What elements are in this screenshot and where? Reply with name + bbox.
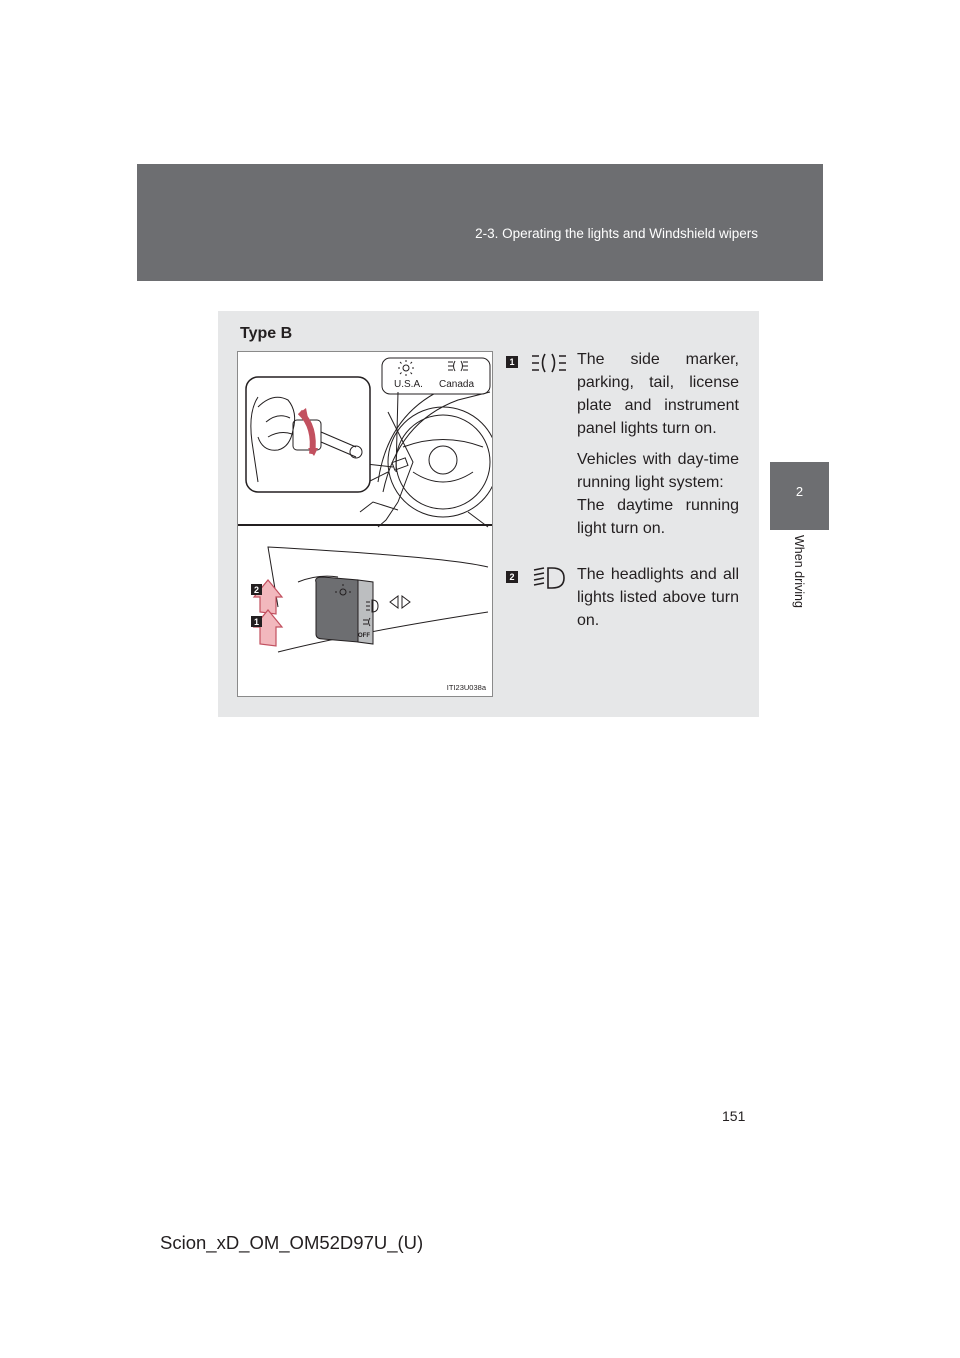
figure-code: ITI23U038a	[446, 683, 486, 692]
item-paragraph: The headlights and all lights listed above turn on.	[577, 566, 739, 629]
item-paragraph: The side marker, parking, tail, license plate and instrument panel lights turn on.	[577, 351, 739, 437]
item-badge: 2	[506, 571, 518, 583]
figure-badge-1: 1	[253, 617, 260, 627]
callout-usa-label: U.S.A.	[394, 379, 423, 390]
chapter-label-container	[790, 537, 810, 627]
light-switch-illustration	[238, 352, 493, 697]
tail-lights-icon	[530, 351, 570, 375]
chapter-tab	[770, 462, 829, 530]
header-band	[137, 164, 823, 281]
chapter-label: When driving	[792, 535, 806, 608]
document-id: Scion_xD_OM_OM52D97U_(U)	[160, 1232, 424, 1253]
light-switch-figure	[237, 351, 493, 697]
type-b-panel	[218, 311, 759, 717]
chapter-number: 2	[795, 484, 804, 499]
callout-canada-label: Canada	[439, 379, 475, 390]
headlights-icon	[530, 566, 570, 590]
figure-badge-2: 2	[253, 585, 260, 595]
page-number: 151	[722, 1108, 746, 1124]
item-description	[577, 348, 739, 540]
item-description	[577, 563, 739, 632]
item-paragraph: The daytime running light turn on.	[577, 497, 739, 537]
switch-off-label: OFF	[358, 633, 370, 639]
section-title: 2-3. Operating the lights and Windshield wipers	[475, 226, 758, 241]
item-paragraph: Vehicles with day-time running light system:	[577, 451, 739, 491]
item-badge: 1	[506, 356, 518, 368]
panel-title: Type B	[240, 325, 293, 342]
